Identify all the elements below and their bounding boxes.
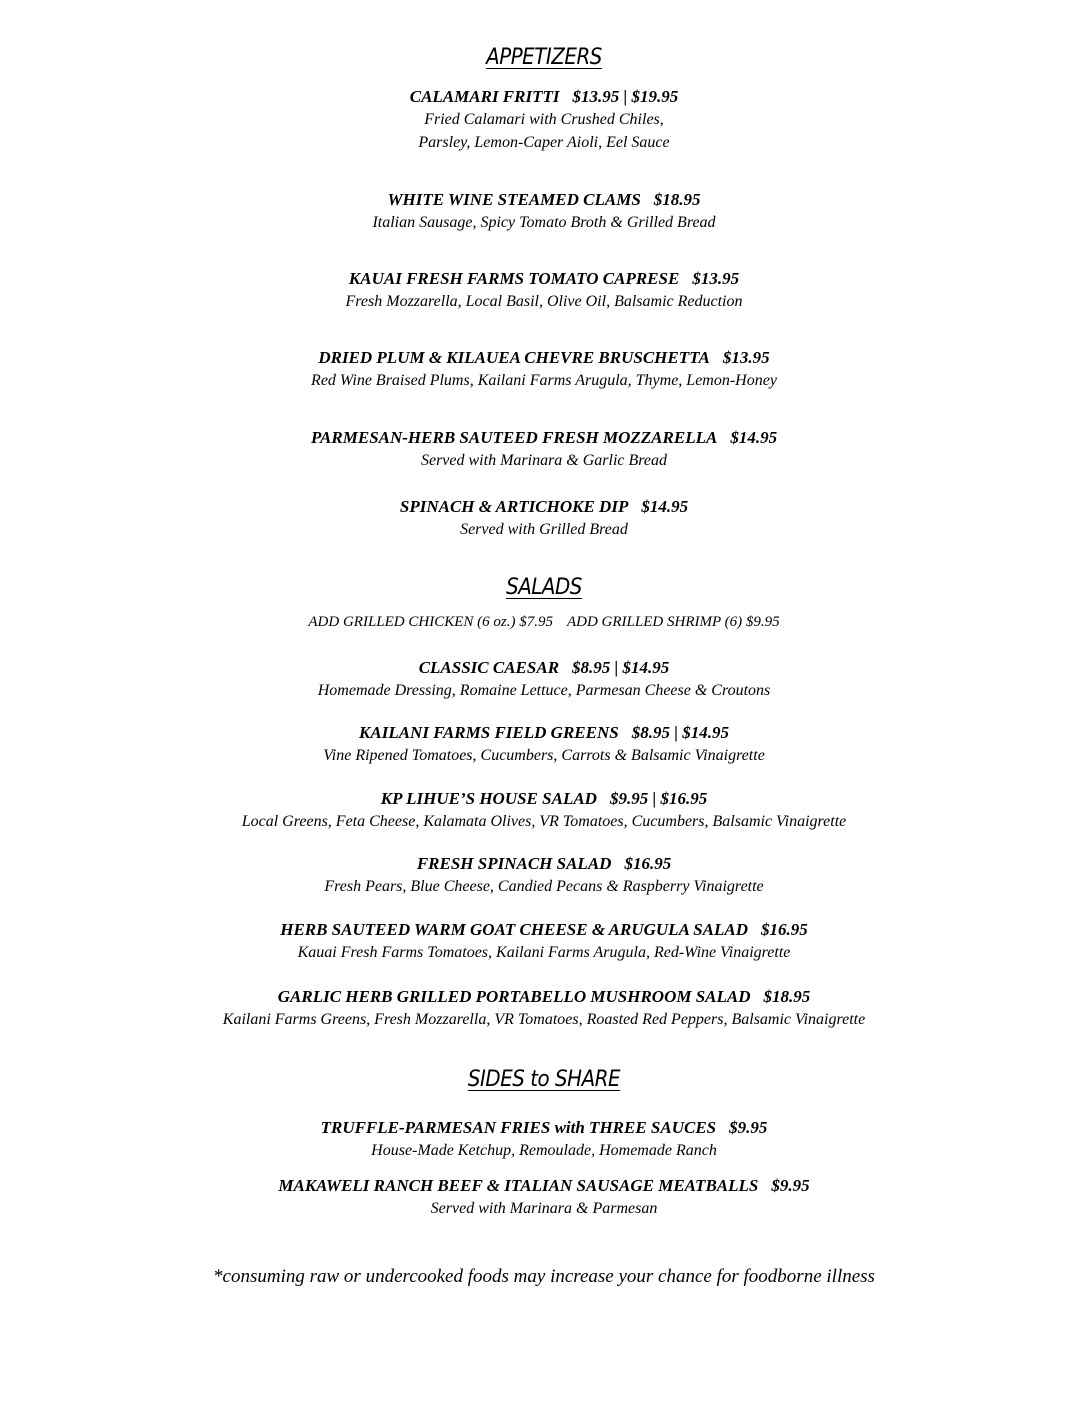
item-price: $8.95 | $14.95 [572,658,670,677]
item-description: Italian Sausage, Spicy Tomato Broth & Grilled Bread [372,214,716,231]
item-description: Red Wine Braised Plums, Kailani Farms Arugula, Thyme, Lemon-Honey [311,372,777,389]
item-description: House-Made Ketchup, Remoulade, Homemade Ranch [371,1142,717,1159]
item-price: $13.95 [722,348,770,367]
item-price: $8.95 | $14.95 [631,723,729,742]
item-name: SPINACH & ARTICHOKE DIP [399,497,629,516]
addon-shrimp: ADD GRILLED SHRIMP (6) $9.95 [566,614,780,630]
item-name: HERB SAUTEED WARM GOAT CHEESE & ARUGULA SALAD [280,920,749,939]
item-price: $18.95 [653,190,701,209]
item-price: $16.95 [624,854,672,873]
item-description: Kailani Farms Greens, Fresh Mozzarella, VR Tomatoes, Roasted Red Peppers, Balsamic Vinaigrette [222,1011,866,1028]
menu-item-goat-cheese-salad [0,919,1088,964]
item-name: KP LIHUE’S HOUSE SALAD [380,789,597,808]
menu-item-clams [0,189,1088,234]
item-name: PARMESAN-HERB SAUTEED FRESH MOZZARELLA [310,428,718,447]
food-safety-disclaimer: *consuming raw or undercooked foods may increase your chance for foodborne illness [213,1266,875,1287]
item-description: Parsley, Lemon-Caper Aioli, Eel Sauce [418,134,670,151]
item-name: GARLIC HERB GRILLED PORTABELLO MUSHROOM SALAD [277,987,751,1006]
item-name: TRUFFLE-PARMESAN FRIES with THREE SAUCES [320,1118,717,1137]
sides-heading: SIDES to SHARE [467,1067,621,1092]
menu-item-spinach-salad [0,853,1088,898]
item-price: $13.95 [692,269,740,288]
item-name: KAILANI FARMS FIELD GREENS [359,723,619,742]
item-price: $14.95 [641,497,689,516]
item-name: MAKAWELI RANCH BEEF & ITALIAN SAUSAGE MEATBALLS [278,1176,759,1195]
item-description: Kauai Fresh Farms Tomatoes, Kailani Farms Arugula, Red-Wine Vinaigrette [297,944,791,961]
addon-chicken: ADD GRILLED CHICKEN (6 oz.) $7.95 [308,614,553,630]
item-description: Served with Marinara & Parmesan [430,1200,658,1217]
item-description: Fresh Mozzarella, Local Basil, Olive Oil, Balsamic Reduction [345,293,743,310]
menu-item-meatballs [0,1175,1088,1220]
item-description: Vine Ripened Tomatoes, Cucumbers, Carrots & Balsamic Vinaigrette [323,747,765,764]
menu-item-field-greens [0,722,1088,767]
item-price: $9.95 [771,1176,810,1195]
salad-addons [0,612,1088,632]
menu-item-house-salad [0,788,1088,833]
item-name: FRESH SPINACH SALAD [416,854,612,873]
menu-item-mozzarella [0,427,1088,472]
item-description: Homemade Dressing, Romaine Lettuce, Parmesan Cheese & Croutons [317,682,771,699]
item-description: Local Greens, Feta Cheese, Kalamata Olives, VR Tomatoes, Cucumbers, Balsamic Vinaigrette [241,813,847,830]
menu-item-calamari [0,86,1088,154]
menu-item-caprese [0,268,1088,313]
menu-item-portabello-salad [0,986,1088,1031]
item-price: $14.95 [730,428,778,447]
item-price: $9.95 [729,1118,768,1137]
appetizers-heading: APPETIZERS [486,45,602,70]
menu-item-truffle-fries [0,1117,1088,1162]
menu-item-bruschetta [0,347,1088,392]
item-price: $18.95 [763,987,811,1006]
item-price: $16.95 [761,920,808,939]
item-price: $13.95 | $19.95 [572,87,679,106]
item-name: DRIED PLUM & KILAUEA CHEVRE BRUSCHETTA [318,348,710,367]
item-name: CLASSIC CAESAR [418,658,560,677]
item-description: Served with Marinara & Garlic Bread [420,452,668,469]
item-name: WHITE WINE STEAMED CLAMS [387,190,641,209]
item-description: Fried Calamari with Crushed Chiles, [424,111,664,128]
item-description: Served with Grilled Bread [460,521,628,538]
item-price: $9.95 | $16.95 [609,789,708,808]
menu-item-caesar [0,657,1088,702]
salads-heading: SALADS [506,575,582,600]
item-description: Fresh Pears, Blue Cheese, Candied Pecans & Raspberry Vinaigrette [324,878,764,895]
item-name: KAUAI FRESH FARMS TOMATO CAPRESE [348,269,680,288]
menu-item-spinach-dip [0,496,1088,541]
item-name: CALAMARI FRITTI [409,87,560,106]
